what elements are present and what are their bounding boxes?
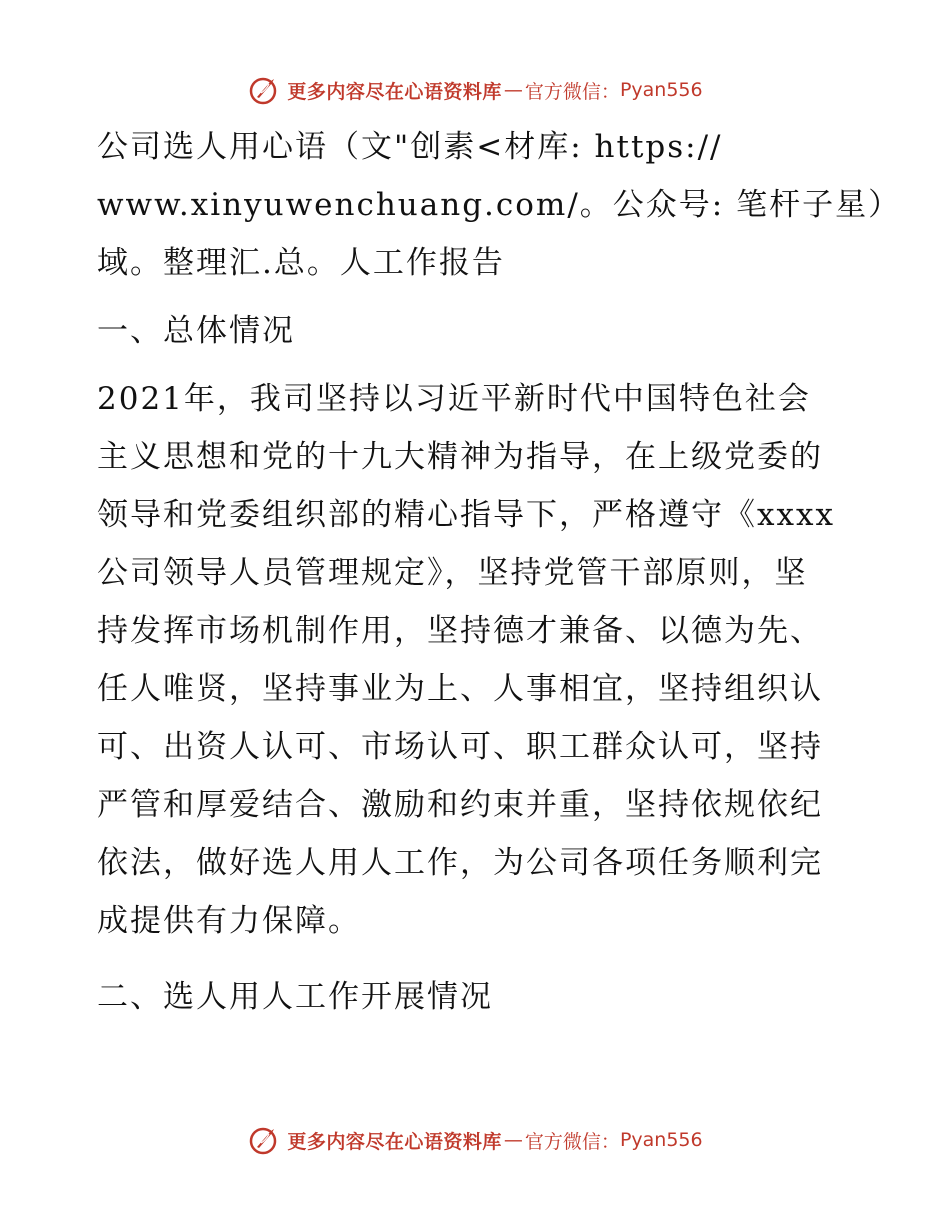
watermark-banner-top [0,70,950,110]
paragraph-line: 依法，做好选人用人工作，为公司各项任务顺利完 [97,845,823,881]
title-line: 域。整理汇.总。人工作报告 [97,245,505,281]
paragraph-line: 主义思想和党的十九大精神为指导，在上级党委的 [97,439,823,475]
paragraph-1 [97,370,852,950]
section-heading-2: 二、选人用人工作开展情况 [97,979,493,1015]
watermark-dash: — [503,1129,523,1151]
paragraph-line: 任人唯贤，坚持事业为上、人事相宜，坚持组织认 [97,671,823,707]
title-line: 公司选人用心语（文"创素<材库: https:// [97,129,723,165]
paragraph-line: 严管和厚爱结合、激励和约束并重，坚持依规依纪 [97,787,823,823]
watermark-brand-text: 更多内容尽在心语资料库 [287,1130,502,1153]
quill-pen-logo-icon [247,1123,281,1157]
paragraph-line: 领导和党委组织部的精心指导下，严格遵守《xxxx [97,497,835,533]
watermark-banner-bottom [0,1120,950,1160]
paragraph-line: 可、出资人认可、市场认可、职工群众认可，坚持 [97,729,823,765]
watermark-official-label: 官方微信： [524,1130,620,1153]
watermark-official-label: 官方微信： [524,80,620,103]
paragraph-line: 成提供有力保障。 [97,903,361,939]
section-heading-1: 一、总体情况 [97,313,295,349]
title-line: www.xinyuwenchuang.com/。公众号: 笔杆子星） [97,187,902,223]
document-title [97,118,902,292]
watermark-wechat-id: Pyan556 [619,1129,703,1151]
watermark-dash: — [503,79,523,101]
watermark-wechat-id: Pyan556 [619,79,703,101]
watermark-brand-text: 更多内容尽在心语资料库 [287,80,502,103]
paragraph-line: 2021年，我司坚持以习近平新时代中国特色社会 [97,381,811,417]
paragraph-line: 公司领导人员管理规定》，坚持党管干部原则，坚 [97,555,808,591]
paragraph-line: 持发挥市场机制作用，坚持德才兼备、以德为先、 [97,613,823,649]
document-body [97,118,902,1026]
quill-pen-logo-icon [247,73,281,107]
